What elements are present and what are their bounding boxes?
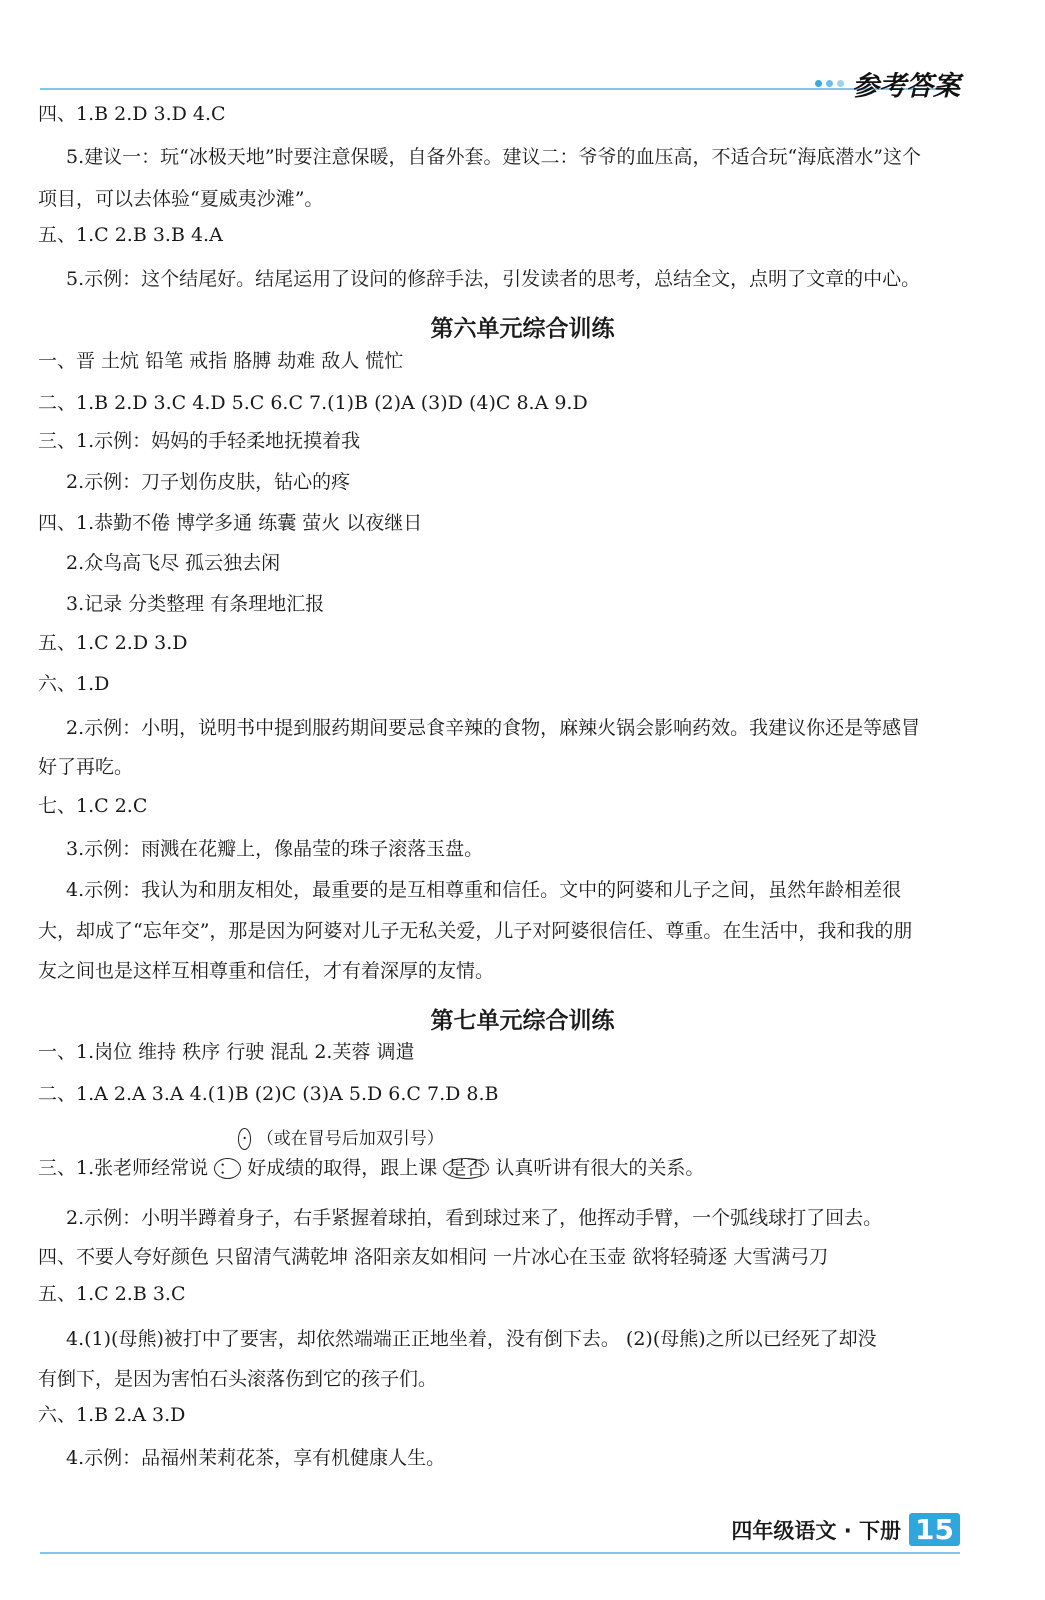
answer-line-with-marks: 三、1.张老师经常说 ： 好成绩的取得，跟上课 是否 认真听讲有很大的关系。 xyxy=(38,1157,705,1179)
answer-line: 2.示例：小明，说明书中提到服药期间要忌食辛辣的食物，麻辣火锅会影响药效。我建议你还是等感冒 xyxy=(66,717,921,739)
page-number: 15 xyxy=(909,1513,960,1546)
answer-line: 四、1.B 2.D 3.D 4.C xyxy=(38,103,226,125)
footer-rule xyxy=(40,1552,960,1554)
dot-mark: · xyxy=(238,1128,251,1150)
answer-line: 二、1.B 2.D 3.C 4.D 5.C 6.C 7.(1)B (2)A (3)D (4)C 8.A 9.D xyxy=(38,392,588,414)
section-title-unit6: 第六单元综合训练 xyxy=(430,316,615,342)
answer-line: 4.示例：我认为和朋友相处，最重要的是互相尊重和信任。文中的阿婆和儿子之间，虽然年龄相差很 xyxy=(66,879,902,901)
dots-decoration xyxy=(815,80,844,87)
answer-line: 3.记录 分类整理 有条理地汇报 xyxy=(66,593,325,615)
page-header xyxy=(815,64,960,103)
answer-line: 一、1.岗位 维持 秩序 行驶 混乱 2.芙蓉 调遣 xyxy=(38,1041,415,1063)
answer-line: 一、晋 土炕 铅笔 戒指 胳膊 劫难 敌人 慌忙 xyxy=(38,350,404,372)
answer-line: 5.示例：这个结尾好。结尾运用了设问的修辞手法，引发读者的思考，总结全文，点明了文章的中心。 xyxy=(66,268,921,290)
answer-line: 六、1.D xyxy=(38,673,110,695)
annotation-text: （或在冒号后加双引号） xyxy=(256,1129,444,1149)
answer-line: 2.众鸟高飞尽 孤云独去闲 xyxy=(66,552,281,574)
answer-line: 四、不要人夸好颜色 只留清气满乾坤 洛阳亲友如相问 一片冰心在玉壶 欲将轻骑逐 大雪满弓刀 xyxy=(38,1246,829,1268)
answer-line: 4.(1)(母熊)被打中了要害，却依然端端正正地坐着，没有倒下去。 (2)(母熊)之所以已经死了却没 xyxy=(66,1328,877,1350)
answer-line: 六、1.B 2.A 3.D xyxy=(38,1404,186,1426)
answer-line: 好了再吃。 xyxy=(38,756,134,778)
answer-line: 3.示例：雨溅在花瓣上，像晶莹的珠子滚落玉盘。 xyxy=(66,838,484,860)
answer-line: 5.建议一：玩“冰极天地”时要注意保暖，自备外套。建议二：爷爷的血压高，不适合玩“海底潜水”这个 xyxy=(66,146,921,168)
answer-line: 二、1.A 2.A 3.A 4.(1)B (2)C (3)A 5.D 6.C 7.D 8.B xyxy=(38,1083,499,1105)
correction-note xyxy=(238,1124,444,1150)
answer-line: 七、1.C 2.C xyxy=(38,795,148,817)
section-title-unit7: 第七单元综合训练 xyxy=(430,1008,615,1034)
answer-line: 4.示例：品福州茉莉花茶，享有机健康人生。 xyxy=(66,1447,446,1469)
answer-line: 2.示例：小明半蹲着身子，右手紧握着球拍，看到球过来了，他挥动手臂，一个弧线球打了回去。 xyxy=(66,1207,883,1229)
circled-word: 是否 xyxy=(443,1158,489,1179)
header-title: 参考答案 xyxy=(852,71,960,102)
answer-line: 五、1.C 2.B 3.C xyxy=(38,1283,186,1305)
answer-line: 五、1.C 2.D 3.D xyxy=(38,632,188,654)
answer-line: 有倒下，是因为害怕石头滚落伤到它的孩子们。 xyxy=(38,1368,438,1390)
answer-line: 大，却成了“忘年交”，那是因为阿婆对儿子无私关爱，儿子对阿婆很信任、尊重。在生活中，我和我的朋 xyxy=(38,920,913,942)
answer-line: 友之间也是这样互相尊重和信任，才有着深厚的友情。 xyxy=(38,960,495,982)
answer-line: 项目，可以去体验“夏威夷沙滩”。 xyxy=(38,188,324,210)
book-label: 四年级语文 · 下册 xyxy=(731,1518,902,1543)
answer-line: 2.示例：刀子划伤皮肤，钻心的疼 xyxy=(66,471,351,493)
answer-line: 四、1.恭勤不倦 博学多通 练囊 萤火 以夜继日 xyxy=(38,512,423,534)
colon-mark: ： xyxy=(214,1158,241,1179)
answer-line: 五、1.C 2.B 3.B 4.A xyxy=(38,224,223,246)
answer-line: 三、1.示例：妈妈的手轻柔地抚摸着我 xyxy=(38,430,361,452)
page-footer xyxy=(731,1513,960,1546)
